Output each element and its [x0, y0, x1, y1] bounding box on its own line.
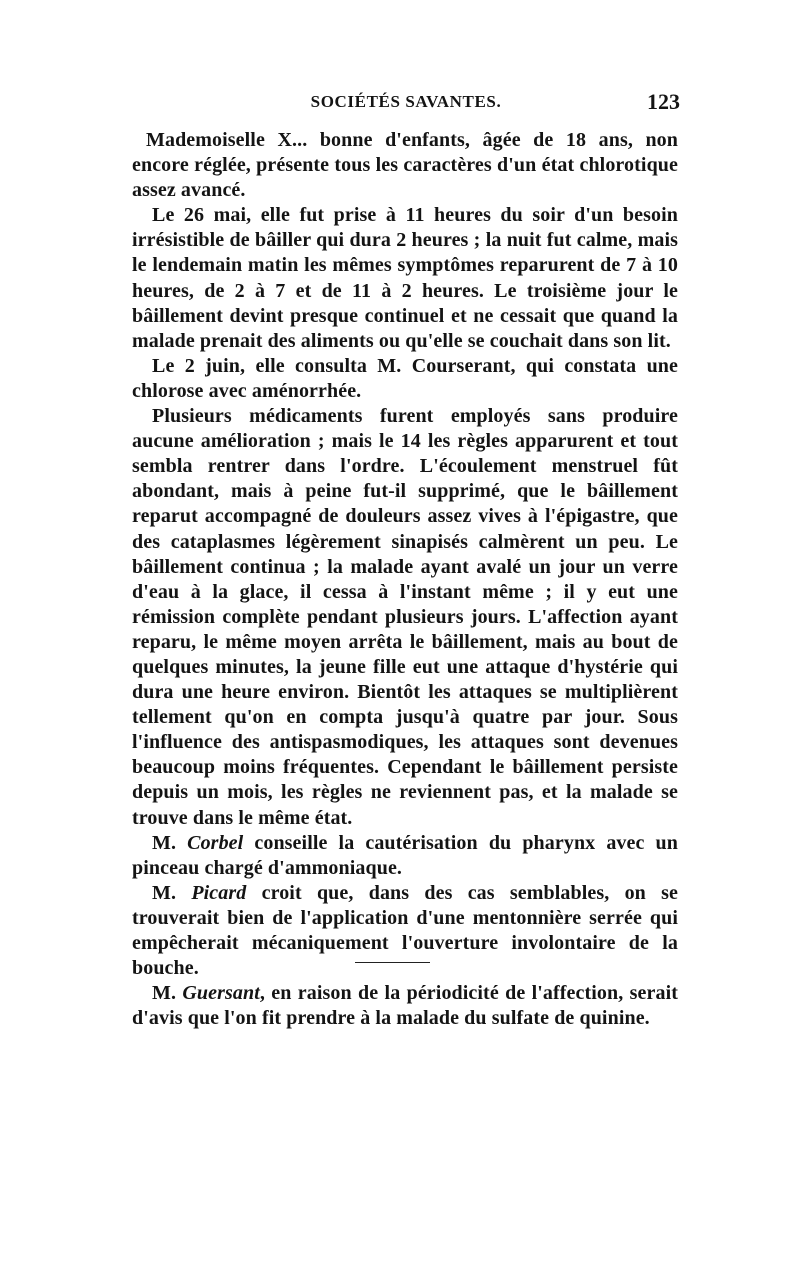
speaker-name: Picard — [191, 881, 247, 904]
paragraph-text: Le 2 juin, elle consulta M. Courserant, qui constata une chlorose avec aménorrhée. — [132, 354, 678, 402]
running-head — [132, 89, 680, 116]
paragraph-guersant — [132, 981, 678, 1031]
paragraph-picard — [132, 881, 678, 981]
paragraph-prefix: M. — [152, 982, 183, 1005]
paragraph-text: conseille la cautérisation du pharynx avec un pinceau chargé d'ammoniaque. — [132, 831, 678, 879]
paragraph-text: Le 26 mai, elle fut prise à 11 heures du soir d'un besoin irrésistible de bâiller qui dura 2 heures ; la nuit fut calme, mais le lendemain matin les mêmes symptômes reparurent de 7 à 10 heures, de 2 à 7 et de 11 à 2 heures. Le troisième jour le bâillement devint presque continuel et ne cessait que quand la malade prenait des aliments ou qu'elle se couchait dans son lit. — [132, 204, 678, 352]
paragraph-text: , en raison de la périodicité de l'affection, serait d'avis que l'on fit prendre à la malade du sulfate de quinine. — [132, 982, 678, 1030]
paragraph-consultation — [132, 354, 678, 404]
paragraph-onset — [132, 203, 678, 354]
speaker-name: Guersant — [182, 982, 260, 1005]
paragraph-treatment — [132, 404, 678, 831]
running-title: SOCIÉTÉS SAVANTES. — [310, 92, 502, 111]
paragraph-case-intro — [132, 128, 678, 203]
paragraph-prefix: M. — [152, 881, 192, 904]
body-text — [132, 128, 678, 1031]
section-end-rule — [355, 962, 430, 963]
paragraph-text: croit que, dans des cas semblables, on se trouverait bien de l'application d'une mentonnière serrée qui empêcherait mécaniquement l'ouverture involontaire de la bouche. — [132, 881, 678, 980]
page-number: 123 — [647, 89, 680, 114]
paragraph-prefix: M. — [152, 831, 188, 854]
paragraph-text: Mademoiselle X... bonne d'enfants, âgée de 18 ans, non encore réglée, présente tous les caractères d'un état chlorotique assez avancé. — [132, 129, 678, 202]
paragraph-text: Plusieurs médicaments furent employés sans produire aucune amélioration ; mais le 14 les règles apparurent et tout sembla rentrer dans l'ordre. L'écoulement menstruel fût abondant, mais à peine fut-il supprimé, que le bâillement reparut accompagné de douleurs assez vives à l'épigastre, que des cataplasmes légèrement sinapisés calmèrent un peu. Le bâillement continua ; la malade ayant avalé un jour un verre d'eau à la glace, il cessa à l'instant même ; il y eut une rémission complète pendant plusieurs jours. L'affection ayant reparu, le même moyen arrêta le bâillement, mais au bout de quelques minutes, la jeune fille eut une attaque d'hystérie qui dura une heure environ. Bientôt les attaques se multiplièrent tellement qu'on en compta jusqu'à quatre par jour. Sous l'influence des antispasmodiques, les attaques sont devenues beaucoup moins fréquentes. Cependant le bâillement persiste depuis un mois, les règles ne reviennent pas, et la malade se trouve dans le même état. — [132, 405, 678, 829]
paragraph-corbel — [132, 831, 678, 881]
speaker-name: Corbel — [187, 831, 244, 854]
